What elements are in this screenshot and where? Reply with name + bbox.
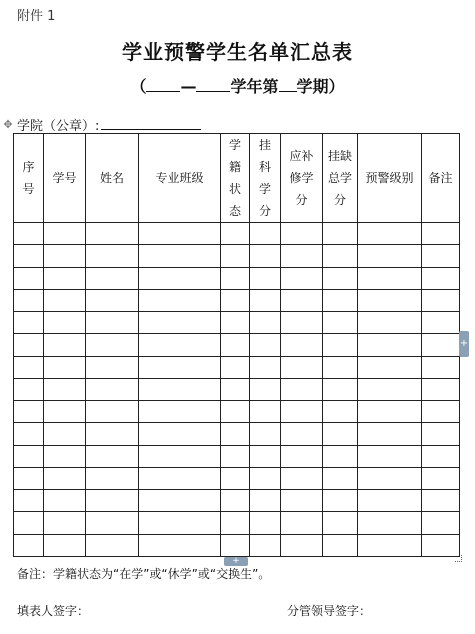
table-cell[interactable] — [221, 223, 250, 245]
table-row — [14, 289, 460, 311]
table-cell[interactable] — [221, 334, 250, 356]
table-row — [14, 312, 460, 334]
table-cell[interactable] — [358, 378, 422, 400]
table-cell[interactable] — [422, 267, 460, 289]
table-cell[interactable] — [358, 512, 422, 534]
table-cell[interactable] — [221, 289, 250, 311]
table-cell[interactable] — [250, 356, 281, 378]
table-cell[interactable] — [250, 512, 281, 534]
table-cell[interactable] — [422, 334, 460, 356]
table-cell[interactable] — [14, 245, 44, 267]
table-cell[interactable] — [281, 245, 323, 267]
table-row — [14, 512, 460, 534]
table-cell[interactable] — [250, 334, 281, 356]
table-cell[interactable] — [323, 356, 358, 378]
table-cell[interactable] — [86, 512, 139, 534]
add-column-handle-icon[interactable]: + — [459, 331, 469, 357]
table-cell[interactable] — [221, 534, 250, 556]
table-cell[interactable] — [422, 245, 460, 267]
table-cell[interactable] — [422, 534, 460, 556]
table-cell[interactable] — [221, 423, 250, 445]
table-cell[interactable] — [44, 490, 86, 512]
table-cell[interactable] — [221, 267, 250, 289]
academic-term-line — [0, 74, 475, 97]
college-label: 学院（公章）: — [17, 119, 100, 134]
table-cell[interactable] — [422, 356, 460, 378]
table-cell[interactable] — [323, 445, 358, 467]
table-cell[interactable] — [221, 401, 250, 423]
table-cell[interactable] — [422, 312, 460, 334]
table-row — [14, 245, 460, 267]
table-cell[interactable] — [221, 356, 250, 378]
table-row — [14, 490, 460, 512]
column-header: 序 号 — [14, 134, 44, 223]
table-cell[interactable] — [44, 223, 86, 245]
table-cell[interactable] — [358, 334, 422, 356]
column-header: 学 籍 状 态 — [221, 134, 250, 223]
table-cell[interactable] — [358, 245, 422, 267]
table-row — [14, 356, 460, 378]
table-cell[interactable] — [44, 467, 86, 489]
table-cell[interactable] — [358, 267, 422, 289]
document-title: 学业预警学生名单汇总表 — [122, 40, 353, 64]
table-row — [14, 423, 460, 445]
table-cell[interactable] — [86, 378, 139, 400]
table-cell[interactable] — [323, 289, 358, 311]
table-cell[interactable] — [250, 378, 281, 400]
table-cell[interactable] — [86, 401, 139, 423]
table-cell[interactable] — [281, 445, 323, 467]
column-header: 挂 科 学 分 — [250, 134, 281, 223]
table-cell[interactable] — [14, 289, 44, 311]
table-cell[interactable] — [281, 289, 323, 311]
table-cell[interactable] — [422, 289, 460, 311]
table-cell[interactable] — [44, 378, 86, 400]
table-cell[interactable] — [44, 445, 86, 467]
table-move-handle-icon[interactable]: ✥ — [3, 118, 13, 131]
table-cell[interactable] — [44, 334, 86, 356]
table-cell[interactable] — [139, 289, 221, 311]
table-cell[interactable] — [44, 401, 86, 423]
table-cell[interactable] — [14, 312, 44, 334]
table-cell[interactable] — [422, 467, 460, 489]
table-cell[interactable] — [221, 512, 250, 534]
filler-signature-label: 填表人签字： — [17, 604, 90, 618]
table-row — [14, 467, 460, 489]
table-cell[interactable] — [281, 267, 323, 289]
column-header: 学号 — [44, 134, 86, 223]
table-cell[interactable] — [422, 512, 460, 534]
table-cell[interactable] — [139, 490, 221, 512]
table-cell[interactable] — [281, 490, 323, 512]
table-cell[interactable] — [139, 423, 221, 445]
column-header: 挂缺 总学 分 — [323, 134, 358, 223]
table-cell[interactable] — [44, 312, 86, 334]
college-stamp-blank[interactable] — [101, 117, 201, 130]
table-cell[interactable] — [250, 223, 281, 245]
table-cell[interactable] — [14, 423, 44, 445]
table-cell[interactable] — [358, 289, 422, 311]
table-cell[interactable] — [422, 223, 460, 245]
table-cell[interactable] — [14, 223, 44, 245]
column-header: 姓名 — [86, 134, 139, 223]
table-cell[interactable] — [250, 267, 281, 289]
table-cell[interactable] — [139, 401, 221, 423]
table-cell[interactable] — [281, 467, 323, 489]
table-cell[interactable] — [221, 445, 250, 467]
table-cell[interactable] — [422, 378, 460, 400]
table-cell[interactable] — [323, 401, 358, 423]
table-cell[interactable] — [422, 490, 460, 512]
table-cell[interactable] — [221, 467, 250, 489]
table-cell[interactable] — [221, 245, 250, 267]
table-cell[interactable] — [281, 423, 323, 445]
leader-signature-label: 分管领导签字： — [287, 604, 372, 618]
table-cell[interactable] — [139, 512, 221, 534]
college-stamp-field — [17, 115, 201, 134]
table-cell[interactable] — [250, 312, 281, 334]
table-cell[interactable] — [44, 289, 86, 311]
table-cell[interactable] — [139, 223, 221, 245]
table-cell[interactable] — [358, 467, 422, 489]
table-cell[interactable] — [281, 356, 323, 378]
table-cell[interactable] — [323, 512, 358, 534]
table-cell[interactable] — [250, 289, 281, 311]
table-cell[interactable] — [422, 401, 460, 423]
subtitle-dash: — — [180, 77, 197, 96]
subtitle-term-label: 学期 — [296, 77, 329, 96]
table-cell[interactable] — [323, 534, 358, 556]
subtitle-close-paren: ） — [328, 77, 345, 96]
table-cell[interactable] — [14, 356, 44, 378]
table-cell[interactable] — [86, 445, 139, 467]
table-cell[interactable] — [422, 445, 460, 467]
table-cell[interactable] — [250, 423, 281, 445]
end-year-blank[interactable] — [196, 77, 230, 92]
table-cell[interactable] — [139, 312, 221, 334]
attachment-label: 附件 1 — [17, 9, 56, 24]
table-cell[interactable] — [14, 490, 44, 512]
table-cell[interactable] — [250, 401, 281, 423]
table-row — [14, 401, 460, 423]
table-cell[interactable] — [44, 423, 86, 445]
table-cell[interactable] — [139, 334, 221, 356]
term-number-blank[interactable] — [279, 77, 297, 92]
table-cell[interactable] — [281, 312, 323, 334]
warning-student-table — [13, 133, 460, 557]
table-cell[interactable] — [358, 312, 422, 334]
table-cell[interactable] — [86, 223, 139, 245]
table-cell[interactable] — [139, 356, 221, 378]
table-cell[interactable] — [221, 378, 250, 400]
table-cell[interactable] — [139, 378, 221, 400]
table-cell[interactable] — [281, 378, 323, 400]
table-cell[interactable] — [250, 245, 281, 267]
table-cell[interactable] — [86, 267, 139, 289]
table-row — [14, 267, 460, 289]
table-cell[interactable] — [86, 334, 139, 356]
table-cell[interactable] — [86, 467, 139, 489]
table-cell[interactable] — [44, 245, 86, 267]
table-cell[interactable] — [14, 378, 44, 400]
table-cell[interactable] — [139, 445, 221, 467]
table-cell[interactable] — [250, 445, 281, 467]
table-cell[interactable] — [86, 289, 139, 311]
table-cell[interactable] — [250, 534, 281, 556]
table-cell[interactable] — [44, 512, 86, 534]
table-cell[interactable] — [323, 378, 358, 400]
table-row — [14, 223, 460, 245]
table-cell[interactable] — [358, 423, 422, 445]
table-cell[interactable] — [323, 467, 358, 489]
table-cell[interactable] — [281, 334, 323, 356]
add-row-handle-icon[interactable]: + — [224, 557, 248, 566]
table-cell[interactable] — [44, 534, 86, 556]
table-cell[interactable] — [358, 401, 422, 423]
table-cell[interactable] — [14, 401, 44, 423]
table-cell[interactable] — [139, 534, 221, 556]
table-cell[interactable] — [281, 401, 323, 423]
table-cell[interactable] — [422, 423, 460, 445]
table-cell[interactable] — [14, 534, 44, 556]
table-cell[interactable] — [250, 467, 281, 489]
table-cell[interactable] — [281, 512, 323, 534]
table-cell[interactable] — [86, 534, 139, 556]
status-note: 备注：学籍状态为“在学”或“休学”或“交换生”。 — [17, 567, 271, 581]
table-cell[interactable] — [250, 490, 281, 512]
table-cell[interactable] — [14, 334, 44, 356]
start-year-blank[interactable] — [146, 77, 180, 92]
table-cell[interactable] — [86, 312, 139, 334]
table-cell[interactable] — [221, 490, 250, 512]
column-header: 应补 修学 分 — [281, 134, 323, 223]
table-cell[interactable] — [139, 245, 221, 267]
table-cell[interactable] — [14, 467, 44, 489]
table-cell[interactable] — [86, 490, 139, 512]
table-cell[interactable] — [323, 245, 358, 267]
table-cell[interactable] — [358, 356, 422, 378]
table-cell[interactable] — [86, 245, 139, 267]
table-cell[interactable] — [323, 223, 358, 245]
table-cell[interactable] — [323, 312, 358, 334]
table-cell[interactable] — [358, 490, 422, 512]
table-cell[interactable] — [14, 512, 44, 534]
table-row — [14, 378, 460, 400]
table-cell[interactable] — [139, 267, 221, 289]
table-cell[interactable] — [86, 423, 139, 445]
column-header: 备注 — [422, 134, 460, 223]
table-cell[interactable] — [44, 267, 86, 289]
table-cell[interactable] — [358, 534, 422, 556]
table-header-row — [14, 134, 460, 223]
table-cell[interactable] — [323, 423, 358, 445]
table-cell[interactable] — [14, 445, 44, 467]
table-cell[interactable] — [281, 223, 323, 245]
table-row — [14, 334, 460, 356]
table-cell[interactable] — [86, 356, 139, 378]
column-header: 专业班级 — [139, 134, 221, 223]
table-cell[interactable] — [14, 267, 44, 289]
table-cell[interactable] — [323, 334, 358, 356]
table-cell[interactable] — [358, 445, 422, 467]
table-cell[interactable] — [139, 467, 221, 489]
table-cell[interactable] — [323, 490, 358, 512]
table-cell[interactable] — [44, 356, 86, 378]
table-row — [14, 445, 460, 467]
column-header: 预警级别 — [358, 134, 422, 223]
table-resize-grip-icon[interactable] — [455, 555, 462, 562]
table-row — [14, 534, 460, 556]
table-cell[interactable] — [281, 534, 323, 556]
table-cell[interactable] — [358, 223, 422, 245]
subtitle-open-paren: （ — [130, 77, 147, 96]
table-cell[interactable] — [221, 312, 250, 334]
table-cell[interactable] — [323, 267, 358, 289]
subtitle-year-label: 学年第 — [230, 77, 279, 96]
